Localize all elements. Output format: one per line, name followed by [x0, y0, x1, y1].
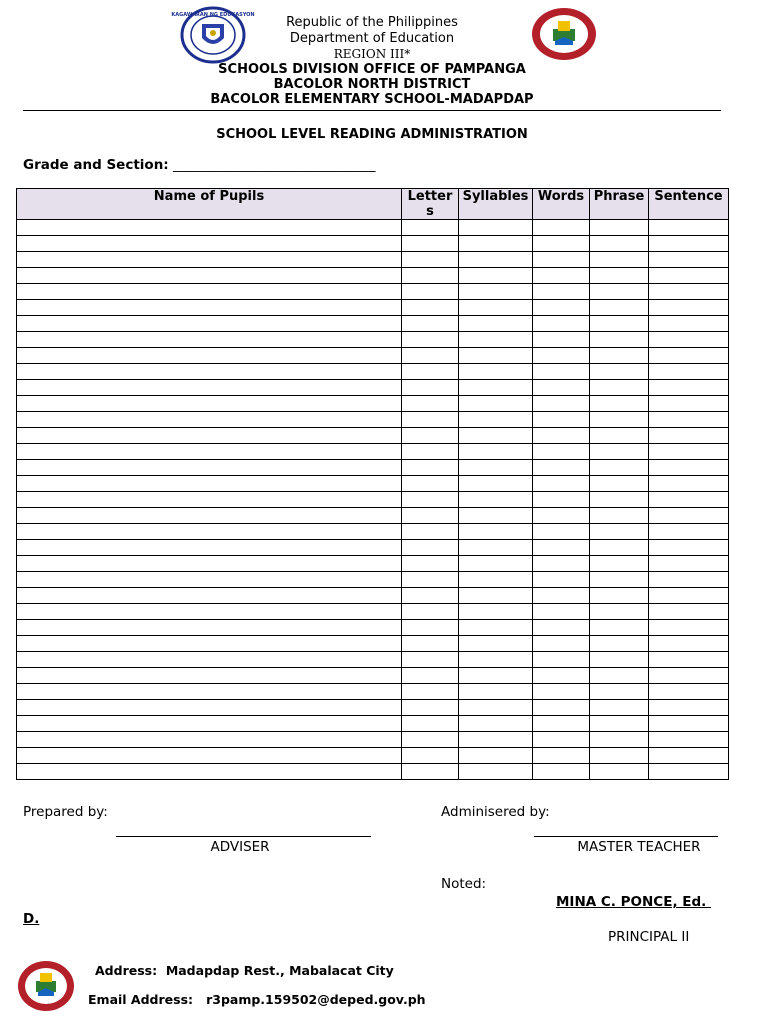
table-cell[interactable] [533, 316, 590, 332]
table-cell[interactable] [459, 604, 533, 620]
table-cell[interactable] [533, 476, 590, 492]
table-cell[interactable] [649, 636, 729, 652]
table-row [17, 332, 729, 348]
table-cell[interactable] [590, 252, 649, 268]
table-cell[interactable] [459, 412, 533, 428]
table-row [17, 604, 729, 620]
table-cell[interactable] [533, 732, 590, 748]
table-cell[interactable] [533, 252, 590, 268]
table-cell[interactable] [649, 540, 729, 556]
table-cell[interactable] [533, 444, 590, 460]
table-cell[interactable] [17, 572, 402, 588]
table-cell[interactable] [459, 428, 533, 444]
table-cell[interactable] [459, 636, 533, 652]
table-cell[interactable] [402, 604, 459, 620]
table-cell[interactable] [649, 236, 729, 252]
table-cell[interactable] [402, 284, 459, 300]
table-cell[interactable] [402, 620, 459, 636]
table-cell[interactable] [533, 412, 590, 428]
table-cell[interactable] [533, 604, 590, 620]
col-syllables: Syllables [459, 189, 533, 220]
table-cell[interactable] [459, 380, 533, 396]
table-cell[interactable] [590, 508, 649, 524]
table-cell[interactable] [649, 668, 729, 684]
table-cell[interactable] [17, 396, 402, 412]
principal-name-continued: D. [23, 911, 40, 927]
table-row [17, 220, 729, 236]
table-cell[interactable] [402, 396, 459, 412]
table-cell[interactable] [590, 220, 649, 236]
table-cell[interactable] [17, 556, 402, 572]
table-cell[interactable] [459, 748, 533, 764]
table-header-row [17, 189, 729, 220]
table-row [17, 524, 729, 540]
table-cell[interactable] [533, 428, 590, 444]
header-divider [23, 110, 721, 111]
table-cell[interactable] [17, 364, 402, 380]
table-cell[interactable] [402, 476, 459, 492]
table-cell[interactable] [590, 444, 649, 460]
table-cell[interactable] [459, 556, 533, 572]
table-cell[interactable] [459, 588, 533, 604]
table-cell[interactable] [17, 588, 402, 604]
table-cell[interactable] [649, 348, 729, 364]
table-cell[interactable] [533, 636, 590, 652]
table-cell[interactable] [649, 588, 729, 604]
table-cell[interactable] [402, 220, 459, 236]
table-row [17, 556, 729, 572]
table-cell[interactable] [649, 300, 729, 316]
table-cell[interactable] [402, 540, 459, 556]
table-cell[interactable] [17, 380, 402, 396]
table-row [17, 460, 729, 476]
table-body [17, 220, 729, 780]
document-title: SCHOOL LEVEL READING ADMINISTRATION [216, 127, 528, 142]
address-value: Madapdap Rest., Mabalacat City [165, 963, 394, 978]
table-cell[interactable] [402, 380, 459, 396]
table-cell[interactable] [533, 348, 590, 364]
table-cell[interactable] [649, 460, 729, 476]
table-row [17, 284, 729, 300]
table-cell[interactable] [649, 284, 729, 300]
table-row [17, 588, 729, 604]
table-cell[interactable] [459, 492, 533, 508]
table-cell[interactable] [17, 732, 402, 748]
table-cell[interactable] [402, 252, 459, 268]
table-cell[interactable] [590, 380, 649, 396]
table-cell[interactable] [402, 636, 459, 652]
table-cell[interactable] [459, 268, 533, 284]
table-row [17, 684, 729, 700]
table-cell[interactable] [402, 748, 459, 764]
table-cell[interactable] [649, 508, 729, 524]
table-cell[interactable] [649, 396, 729, 412]
table-cell[interactable] [533, 700, 590, 716]
table-cell[interactable] [533, 748, 590, 764]
col-letters: Letters [402, 189, 459, 220]
table-cell[interactable] [17, 524, 402, 540]
table-cell[interactable] [402, 684, 459, 700]
table-cell[interactable] [402, 236, 459, 252]
table-row [17, 668, 729, 684]
table-cell[interactable] [17, 652, 402, 668]
table-cell[interactable] [17, 460, 402, 476]
table-cell[interactable] [17, 236, 402, 252]
school-seal-icon [531, 7, 597, 61]
table-cell[interactable] [17, 316, 402, 332]
table-cell[interactable] [459, 284, 533, 300]
table-cell[interactable] [17, 700, 402, 716]
email-label: Email Address: [88, 992, 194, 1007]
email-value[interactable]: r3pamp.159502@deped.gov.ph [206, 992, 426, 1007]
table-cell[interactable] [17, 764, 402, 780]
table-row [17, 492, 729, 508]
table-cell[interactable] [459, 668, 533, 684]
table-cell[interactable] [533, 540, 590, 556]
table-cell[interactable] [649, 556, 729, 572]
table-cell[interactable] [649, 476, 729, 492]
table-cell[interactable] [590, 428, 649, 444]
table-cell[interactable] [459, 300, 533, 316]
table-cell[interactable] [533, 492, 590, 508]
table-cell[interactable] [649, 732, 729, 748]
table-cell[interactable] [590, 412, 649, 428]
table-cell[interactable] [649, 652, 729, 668]
table-cell[interactable] [17, 492, 402, 508]
table-cell[interactable] [533, 364, 590, 380]
table-cell[interactable] [402, 460, 459, 476]
table-cell[interactable] [402, 364, 459, 380]
table-cell[interactable] [590, 636, 649, 652]
table-cell[interactable] [459, 524, 533, 540]
table-cell[interactable] [649, 492, 729, 508]
table-row [17, 268, 729, 284]
table-cell[interactable] [459, 316, 533, 332]
table-cell[interactable] [533, 268, 590, 284]
table-row [17, 764, 729, 780]
principal-title: PRINCIPAL II [608, 929, 690, 945]
table-cell[interactable] [17, 540, 402, 556]
table-cell[interactable] [402, 588, 459, 604]
table-cell[interactable] [402, 332, 459, 348]
pupil-reading-table [16, 188, 729, 780]
table-cell[interactable] [533, 572, 590, 588]
table-cell[interactable] [590, 652, 649, 668]
table-cell[interactable] [17, 220, 402, 236]
table-cell[interactable] [649, 252, 729, 268]
table-cell[interactable] [17, 684, 402, 700]
table-cell[interactable] [17, 332, 402, 348]
table-row [17, 572, 729, 588]
school-name-text: BACOLOR ELEMENTARY SCHOOL-MADAPDAP [210, 92, 534, 107]
table-cell[interactable] [459, 476, 533, 492]
table-cell[interactable] [459, 716, 533, 732]
adviser-signature-line[interactable] [116, 836, 371, 837]
table-cell[interactable] [590, 572, 649, 588]
table-cell[interactable] [459, 620, 533, 636]
table-cell[interactable] [459, 460, 533, 476]
deped-seal-text: KAGAWARAN NG EDUKASYON [171, 12, 255, 18]
table-cell[interactable] [590, 684, 649, 700]
table-cell[interactable] [459, 364, 533, 380]
table-cell[interactable] [649, 604, 729, 620]
table-cell[interactable] [459, 764, 533, 780]
table-cell[interactable] [590, 396, 649, 412]
table-cell[interactable] [590, 540, 649, 556]
table-cell[interactable] [459, 396, 533, 412]
table-cell[interactable] [17, 636, 402, 652]
table-cell[interactable] [533, 332, 590, 348]
table-cell[interactable] [459, 700, 533, 716]
col-phrase: Phrase [590, 189, 649, 220]
table-cell[interactable] [649, 572, 729, 588]
table-cell[interactable] [649, 380, 729, 396]
table-cell[interactable] [402, 316, 459, 332]
footer-email [88, 992, 426, 1007]
table-cell[interactable] [533, 396, 590, 412]
table-cell[interactable] [17, 668, 402, 684]
table-cell[interactable] [402, 572, 459, 588]
table-cell[interactable] [402, 716, 459, 732]
table-cell[interactable] [402, 300, 459, 316]
table-cell[interactable] [17, 444, 402, 460]
administered-by-label: Adminisered by: [441, 804, 550, 820]
table-cell[interactable] [590, 492, 649, 508]
prepared-by-label: Prepared by: [23, 804, 108, 820]
table-cell[interactable] [533, 524, 590, 540]
table-cell[interactable] [533, 460, 590, 476]
table-cell[interactable] [649, 444, 729, 460]
table-cell[interactable] [402, 524, 459, 540]
table-cell[interactable] [649, 332, 729, 348]
table-cell[interactable] [533, 764, 590, 780]
table-cell[interactable] [649, 316, 729, 332]
table-row [17, 428, 729, 444]
table-row [17, 444, 729, 460]
table-cell[interactable] [533, 620, 590, 636]
col-sentence: Sentence [649, 189, 729, 220]
table-cell[interactable] [459, 236, 533, 252]
table-cell[interactable] [590, 284, 649, 300]
table-row [17, 508, 729, 524]
table-row [17, 412, 729, 428]
adviser-label: ADVISER [210, 839, 270, 855]
table-cell[interactable] [17, 300, 402, 316]
table-cell[interactable] [590, 460, 649, 476]
table-cell[interactable] [402, 508, 459, 524]
table-cell[interactable] [402, 348, 459, 364]
grade-section-line [23, 157, 376, 173]
republic-text: Republic of the Philippines [286, 15, 458, 30]
table-cell[interactable] [533, 300, 590, 316]
grade-section-label: Grade and Section: [23, 157, 169, 173]
table-cell[interactable] [590, 316, 649, 332]
table-cell[interactable] [649, 716, 729, 732]
table-cell[interactable] [533, 236, 590, 252]
table-cell[interactable] [533, 220, 590, 236]
table-cell[interactable] [533, 684, 590, 700]
table-row [17, 316, 729, 332]
table-cell[interactable] [459, 252, 533, 268]
address-label: Address: [95, 963, 158, 978]
table-cell[interactable] [402, 428, 459, 444]
table-cell[interactable] [649, 524, 729, 540]
table-cell[interactable] [17, 476, 402, 492]
table-cell[interactable] [459, 348, 533, 364]
footer-school-seal-icon [17, 960, 75, 1012]
table-cell[interactable] [590, 236, 649, 252]
table-cell[interactable] [17, 604, 402, 620]
table-cell[interactable] [459, 220, 533, 236]
table-cell[interactable] [590, 700, 649, 716]
table-cell[interactable] [533, 380, 590, 396]
table-cell[interactable] [459, 732, 533, 748]
table-row [17, 700, 729, 716]
table-cell[interactable] [590, 476, 649, 492]
table-cell[interactable] [17, 716, 402, 732]
table-cell[interactable] [649, 684, 729, 700]
table-cell[interactable] [533, 668, 590, 684]
table-row [17, 380, 729, 396]
table-row [17, 348, 729, 364]
table-cell[interactable] [402, 492, 459, 508]
col-name-of-pupils: Name of Pupils [17, 189, 402, 220]
table-cell[interactable] [533, 508, 590, 524]
table-cell[interactable] [459, 444, 533, 460]
table-cell[interactable] [590, 300, 649, 316]
table-cell[interactable] [649, 220, 729, 236]
table-cell[interactable] [590, 348, 649, 364]
table-cell[interactable] [459, 684, 533, 700]
table-row [17, 476, 729, 492]
table-cell[interactable] [402, 732, 459, 748]
table-cell[interactable] [459, 332, 533, 348]
table-cell[interactable] [590, 524, 649, 540]
table-cell[interactable] [590, 668, 649, 684]
table-cell[interactable] [402, 668, 459, 684]
table-cell[interactable] [533, 284, 590, 300]
grade-section-field[interactable]: ______________________________ [173, 157, 376, 173]
table-cell[interactable] [402, 764, 459, 780]
table-cell[interactable] [17, 620, 402, 636]
table-cell[interactable] [17, 348, 402, 364]
table-cell[interactable] [590, 716, 649, 732]
table-cell[interactable] [402, 700, 459, 716]
table-cell[interactable] [590, 332, 649, 348]
district-text: BACOLOR NORTH DISTRICT [273, 77, 471, 92]
table-row [17, 540, 729, 556]
table-cell[interactable] [649, 268, 729, 284]
table-row [17, 748, 729, 764]
table-cell[interactable] [17, 268, 402, 284]
table-cell[interactable] [533, 588, 590, 604]
table-row [17, 620, 729, 636]
table-cell[interactable] [649, 748, 729, 764]
table-cell[interactable] [590, 748, 649, 764]
table-cell[interactable] [590, 620, 649, 636]
table-cell[interactable] [590, 556, 649, 572]
table-cell[interactable] [590, 764, 649, 780]
table-cell[interactable] [402, 556, 459, 572]
table-cell[interactable] [459, 540, 533, 556]
region-text: REGION III* [333, 47, 411, 61]
department-text: Department of Education [289, 31, 455, 46]
table-row [17, 300, 729, 316]
table-cell[interactable] [17, 428, 402, 444]
table-cell[interactable] [402, 412, 459, 428]
table-row [17, 364, 729, 380]
table-cell[interactable] [17, 412, 402, 428]
table-cell[interactable] [459, 652, 533, 668]
table-cell[interactable] [17, 508, 402, 524]
table-cell[interactable] [590, 732, 649, 748]
master-teacher-signature-line[interactable] [534, 836, 718, 837]
table-cell[interactable] [17, 748, 402, 764]
table-cell[interactable] [649, 364, 729, 380]
table-cell[interactable] [590, 604, 649, 620]
division-office-text: SCHOOLS DIVISION OFFICE OF PAMPANGA [218, 62, 526, 77]
table-cell[interactable] [533, 556, 590, 572]
table-cell[interactable] [649, 412, 729, 428]
master-teacher-label: MASTER TEACHER [577, 839, 701, 855]
table-cell[interactable] [533, 652, 590, 668]
col-words: Words [533, 189, 590, 220]
table-cell[interactable] [649, 700, 729, 716]
table-row [17, 236, 729, 252]
table-cell[interactable] [649, 428, 729, 444]
table-cell[interactable] [590, 588, 649, 604]
table-row [17, 252, 729, 268]
table-cell[interactable] [17, 284, 402, 300]
noted-label: Noted: [441, 876, 487, 892]
table-cell[interactable] [402, 268, 459, 284]
table-row [17, 636, 729, 652]
table-row [17, 732, 729, 748]
table-cell[interactable] [17, 252, 402, 268]
table-row [17, 396, 729, 412]
table-cell[interactable] [590, 268, 649, 284]
footer-address [95, 963, 394, 978]
table-cell[interactable] [649, 764, 729, 780]
table-row [17, 652, 729, 668]
table-cell[interactable] [533, 716, 590, 732]
principal-name: MINA C. PONCE, Ed. [556, 894, 711, 910]
table-cell[interactable] [590, 364, 649, 380]
table-cell[interactable] [459, 508, 533, 524]
table-cell[interactable] [402, 444, 459, 460]
table-row [17, 716, 729, 732]
table-cell[interactable] [402, 652, 459, 668]
table-cell[interactable] [649, 620, 729, 636]
table-cell[interactable] [459, 572, 533, 588]
